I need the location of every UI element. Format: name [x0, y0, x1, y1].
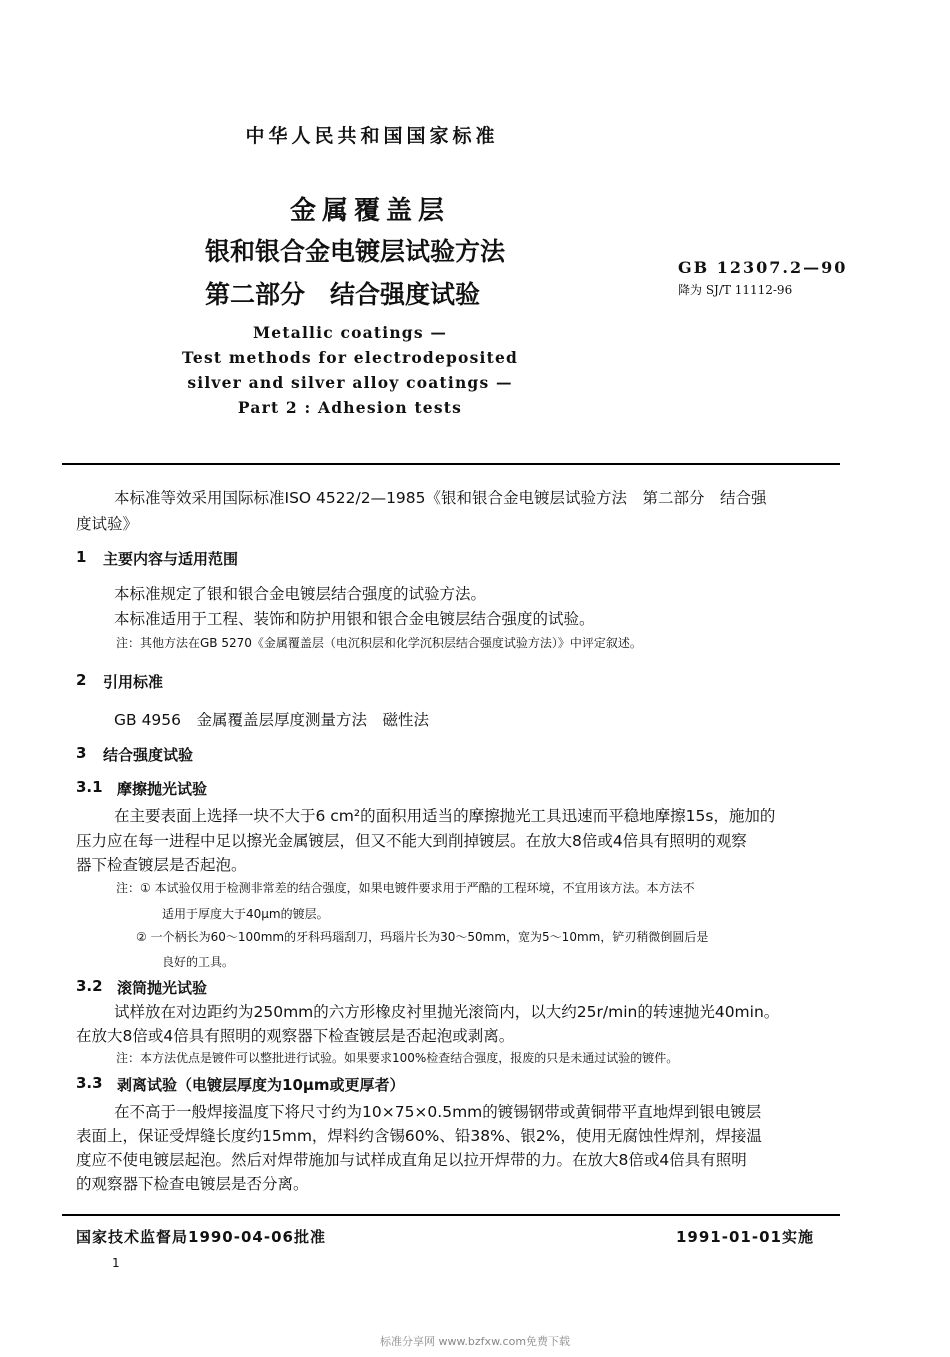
section-3-1-title: 摩擦抛光试验	[117, 780, 208, 798]
section-3-3-line-3: 度应不使电镀层起泡。然后对焊带施加与试样成直角足以拉开焊带的力。在放大8倍或4倍具有照明	[76, 1151, 747, 1169]
section-2-title: 引用标准	[103, 673, 164, 691]
watermark: 标准分享网 www.bzfxw.com免费下载	[379, 1335, 571, 1348]
section-3-1-line-2: 压力应在每一进程中足以擦光金属镀层，但又不能大到削掉镀层。在放大8倍或4倍具有照明的观察	[76, 832, 747, 850]
section-3-1-note-2a: ② 一个柄长为60～100mm的牙科玛瑙刮刀，玛瑙片长为30～50mm，宽为5～10mm，铲刃稍微倒圆后是	[136, 930, 709, 944]
section-3-1-line-3: 器下检查镀层是否起泡。	[76, 856, 247, 874]
section-3-3-line-4: 的观察器下检查电镀层是否分离。	[76, 1175, 309, 1193]
section-3-2-number: 3.2	[76, 977, 103, 995]
section-1-title: 主要内容与适用范围	[103, 550, 239, 568]
english-title-line-2: Test methods for electrodeposited	[181, 348, 519, 367]
section-3-title: 结合强度试验	[103, 746, 194, 764]
english-title-line-1: Metallic coatings —	[252, 323, 448, 342]
section-3-2-line-2: 在放大8倍或4倍具有照明的观察器下检查镀层是否起泡或剥离。	[76, 1027, 515, 1045]
section-3-1-number: 3.1	[76, 778, 103, 796]
effective-date: 1991-01-01实施	[676, 1228, 814, 1246]
section-3-3-number: 3.3	[76, 1074, 103, 1092]
section-3-3-line-1: 在不高于一般焊接温度下将尺寸约为10×75×0.5mm的镀锡钢带或黄铜带平直地焊到银电镀层	[114, 1103, 762, 1121]
title-line-2: 银和银合金电镀层试验方法	[205, 237, 506, 266]
section-1-paragraph-2: 本标准适用于工程、装饰和防护用银和银合金电镀层结合强度的试验。	[114, 610, 595, 628]
english-title-line-4: Part 2 : Adhesion tests	[237, 398, 463, 417]
section-3-1-note-2b: 良好的工具。	[162, 955, 235, 969]
section-3-2-line-1: 试样放在对边距约为250mm的六方形橡皮衬里抛光滚筒内，以大约25r/min的转速抛光40min。	[114, 1003, 780, 1021]
title-line-3: 第二部分 结合强度试验	[205, 280, 481, 309]
section-1-note: 注：其他方法在GB 5270《金属覆盖层（电沉积层和化学沉积层结合强度试验方法）》中评定叙述。	[116, 636, 642, 650]
intro-line-1: 本标准等效采用国际标准ISO 4522/2—1985《银和银合金电镀层试验方法 第二部分 结合强	[114, 489, 767, 507]
section-3-1-note-1a: 注：① 本试验仅用于检测非常差的结合强度，如果电镀件要求用于严酷的工程环境，不宜用该方法。本方法不	[116, 881, 695, 895]
approval-date: 国家技术监督局1990-04-06批准	[76, 1228, 326, 1246]
title-line-1: 金属覆盖层	[289, 196, 450, 226]
english-title-line-3: silver and silver alloy coatings —	[187, 373, 513, 392]
standard-number: GB 12307.2—90	[678, 258, 848, 277]
section-1-paragraph-1: 本标准规定了银和银合金电镀层结合强度的试验方法。	[114, 585, 487, 603]
footer-divider	[62, 1214, 840, 1216]
section-3-3-line-2: 表面上，保证受焊缝长度约15mm，焊料约含锡60%、铅38%、银2%，使用无腐蚀性焊剂，焊接温	[76, 1127, 762, 1145]
section-2-number: 2	[76, 671, 87, 689]
header-divider	[62, 463, 840, 465]
section-3-2-title: 滚筒抛光试验	[117, 979, 208, 997]
section-3-2-note: 注：本方法优点是镀件可以整批进行试验。如果要求100%检查结合强度，报废的只是未通过试验的镀件。	[116, 1051, 679, 1065]
section-3-3-title: 剥离试验（电镀层厚度为10μm或更厚者）	[117, 1076, 405, 1094]
intro-line-2: 度试验》	[76, 515, 139, 533]
national-standard-label: 中华人民共和国国家标准	[245, 125, 499, 147]
standard-alt-number: 降为 SJ/T 11112-96	[678, 283, 793, 297]
section-3-1-line-1: 在主要表面上选择一块不大于6 cm²的面积用适当的摩擦抛光工具迅速而平稳地摩擦15s，施加的	[114, 807, 776, 825]
section-3-1-note-1b: 适用于厚度大于40μm的镀层。	[162, 907, 329, 921]
section-2-reference: GB 4956 金属覆盖层厚度测量方法 磁性法	[114, 711, 430, 729]
section-1-number: 1	[76, 548, 87, 566]
page-number: 1	[112, 1256, 120, 1270]
section-3-number: 3	[76, 744, 87, 762]
